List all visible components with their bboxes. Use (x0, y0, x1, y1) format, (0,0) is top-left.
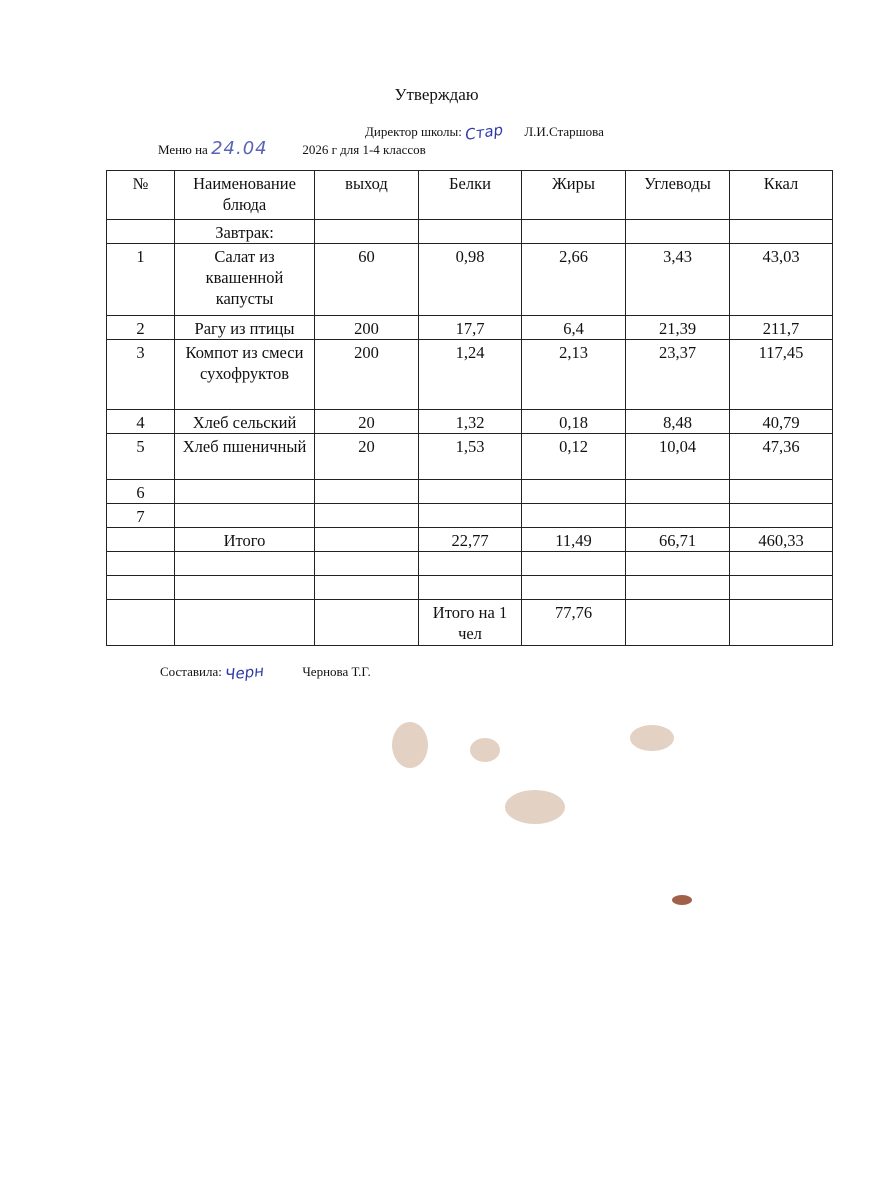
total-fat: 11,49 (522, 528, 626, 552)
fat: 0,12 (522, 434, 626, 480)
fat: 6,4 (522, 316, 626, 340)
director-signature: Стар (464, 120, 505, 144)
director-name: Л.И.Старшова (524, 124, 604, 139)
portion: 20 (315, 434, 419, 480)
fat: 2,66 (522, 244, 626, 316)
row-number: 3 (107, 340, 175, 410)
fat: 0,18 (522, 410, 626, 434)
dish-name: Салат из квашенной капусты (175, 244, 315, 316)
composer-line (160, 661, 371, 684)
composer-label: Составила: (160, 664, 222, 679)
dish-name: Компот из смеси сухофруктов (175, 340, 315, 410)
row-number: 5 (107, 434, 175, 480)
column-header: Наименование блюда (175, 171, 315, 220)
column-header: № (107, 171, 175, 220)
carbs: 8,48 (626, 410, 730, 434)
portion: 200 (315, 340, 419, 410)
dish-name: Хлеб сельский (175, 410, 315, 434)
table-row (107, 410, 833, 434)
empty-row (107, 576, 833, 600)
empty-row (107, 552, 833, 576)
table-row (107, 340, 833, 410)
kcal: 211,7 (730, 316, 833, 340)
menu-suffix: 2026 г для 1-4 классов (302, 142, 426, 157)
total-kcal: 460,33 (730, 528, 833, 552)
row-number: 2 (107, 316, 175, 340)
row-number: 1 (107, 244, 175, 316)
kcal: 47,36 (730, 434, 833, 480)
row-number: 4 (107, 410, 175, 434)
table-row (107, 434, 833, 480)
protein: 0,98 (419, 244, 522, 316)
menu-prefix: Меню на (158, 142, 208, 157)
director-label: Директор школы: (365, 124, 462, 139)
menu-table (106, 170, 833, 646)
portion: 60 (315, 244, 419, 316)
table-header-row (107, 171, 833, 220)
protein: 1,53 (419, 434, 522, 480)
kcal: 117,45 (730, 340, 833, 410)
per-person-row (107, 600, 833, 646)
approval-heading: Утверждаю (394, 85, 479, 104)
kcal: 43,03 (730, 244, 833, 316)
dish-name: Рагу из птицы (175, 316, 315, 340)
portion: 200 (315, 316, 419, 340)
row-number: 6 (107, 480, 175, 504)
protein: 1,32 (419, 410, 522, 434)
carbs: 23,37 (626, 340, 730, 410)
table-row (107, 480, 833, 504)
section-label: Завтрак: (175, 220, 315, 244)
menu-date-handwritten: 24.04 (211, 138, 268, 159)
column-header: выход (315, 171, 419, 220)
protein: 1,24 (419, 340, 522, 410)
dish-name: Хлеб пшеничный (175, 434, 315, 480)
total-label: Итого (175, 528, 315, 552)
column-header: Жиры (522, 171, 626, 220)
column-header: Ккал (730, 171, 833, 220)
per-person-label: Итого на 1 чел (419, 600, 522, 646)
composer-name: Чернова Т.Г. (302, 664, 371, 679)
composer-signature: Черн (224, 661, 265, 684)
carbs: 3,43 (626, 244, 730, 316)
total-row (107, 528, 833, 552)
table-row (107, 504, 833, 528)
table-row (107, 316, 833, 340)
total-protein: 22,77 (419, 528, 522, 552)
column-header: Белки (419, 171, 522, 220)
table-row (107, 244, 833, 316)
column-header: Углеводы (626, 171, 730, 220)
total-carbs: 66,71 (626, 528, 730, 552)
fat: 2,13 (522, 340, 626, 410)
per-person-value: 77,76 (522, 600, 626, 646)
portion: 20 (315, 410, 419, 434)
protein: 17,7 (419, 316, 522, 340)
kcal: 40,79 (730, 410, 833, 434)
menu-title-line (158, 138, 426, 159)
carbs: 10,04 (626, 434, 730, 480)
carbs: 21,39 (626, 316, 730, 340)
row-number: 7 (107, 504, 175, 528)
section-row (107, 220, 833, 244)
